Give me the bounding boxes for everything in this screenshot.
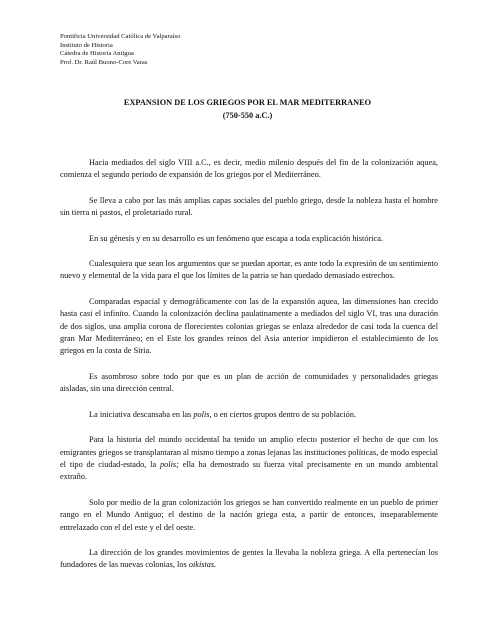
paragraph-10: [60, 547, 438, 572]
paragraph-4: Cualesquiera que sean los argumentos que se puedan aportar, es ante todo la expresión de un sentimiento nuevo y elemental de la vida para el que los límites de la patria se han quedado demasiado estrechos.: [60, 259, 438, 281]
paragraph-6: Es asombroso sobre todo por que es un plan de acción de comunidades y personalidades griegas aisladas, sin una dirección central.: [60, 371, 438, 394]
paragraph-8-text-c: ella ha demostrado su fuerza vital precisamente en un mundo ambiental extraño.: [60, 459, 438, 482]
title-main: EXPANSION DE LOS GRIEGOS POR EL MAR MEDITERRANEO: [123, 98, 372, 107]
paragraph-7-text-c: , o en ciertos grupos dentro de su población.: [209, 409, 357, 419]
paragraph-1: Hacia mediados del siglo VIII a.C., es decir, medio milenio después del fin de la colonización aquea, comienza el segundo periodo de expansión de los griegos por el Mediterráneo.: [60, 158, 438, 180]
paragraph-2: Se lleva a cabo por las más amplias capas sociales del pueblo griego, desde la nobleza hasta el hombre sin tierra ni pastos, el proletariado rural.: [60, 195, 438, 218]
paragraph-7-italic: polis: [193, 409, 210, 419]
document-body: [60, 157, 438, 585]
paragraph-5: Comparadas espacial y demográficamente con las de la expansión aquea, las dimensiones han crecido hasta casi el infinito. Cuando la colonización declina paulatinamente a mediados del siglo VI, tras una duración de dos siglos, una amplia corona de florecientes colonias griegas se enlaza alrededor de casi toda la cuenca del gran Mar Mediterráneo; en el Este los grandes reinos del Asia anterior impidieron el establecimiento de los griegos en la costa de Siria.: [60, 296, 438, 356]
paragraph-3: En su génesis y en su desarrollo es un fenómeno que escapa a toda explicación histórica.: [89, 233, 383, 243]
document-title: [60, 96, 435, 122]
paragraph-8-italic: polis;: [160, 459, 179, 469]
title-dates: (750-550 a.C.): [222, 111, 273, 120]
header-university: Pontificia Universidad Católica de Valparaíso: [60, 33, 181, 40]
paragraph-7: [60, 409, 438, 421]
header-professor: Prof. Dr. Raúl Buono-Core Varas: [60, 59, 148, 67]
header-chair: Cátedra de Historia Antigua: [60, 50, 134, 58]
paragraph-8: [60, 434, 438, 484]
paragraph-9: Solo por medio de la gran colonización los griegos se han convertido realmente en un pueblo de primer rango en el Mundo Antiguo; el destino de la nación griega esta, a partir de entonces, inseparablemente entrelazado con el del este y el del oeste.: [60, 497, 438, 532]
header-institute: Instituto de Historia: [60, 41, 113, 49]
paragraph-7-text-a: La iniciativa descansaba en las: [89, 409, 194, 419]
paragraph-8-text-a: Para la historia del mundo occidental ha tenido un amplio efecto posterior el hecho de que con los emigrantes griegos se transplantaran al mismo tiempo a zonas lejanas las instituciones políticas, de modo especial el tipo de ciudad-estado, la: [60, 435, 438, 469]
paragraph-10-italic: oikistas.: [188, 560, 217, 570]
institution-header: [60, 33, 180, 68]
paragraph-10-text-a: La dirección de los grandes movimientos de gentes la llevaba la nobleza griega. A ella pertenecían los fundadores de las nuevas colonias, los: [60, 547, 438, 570]
